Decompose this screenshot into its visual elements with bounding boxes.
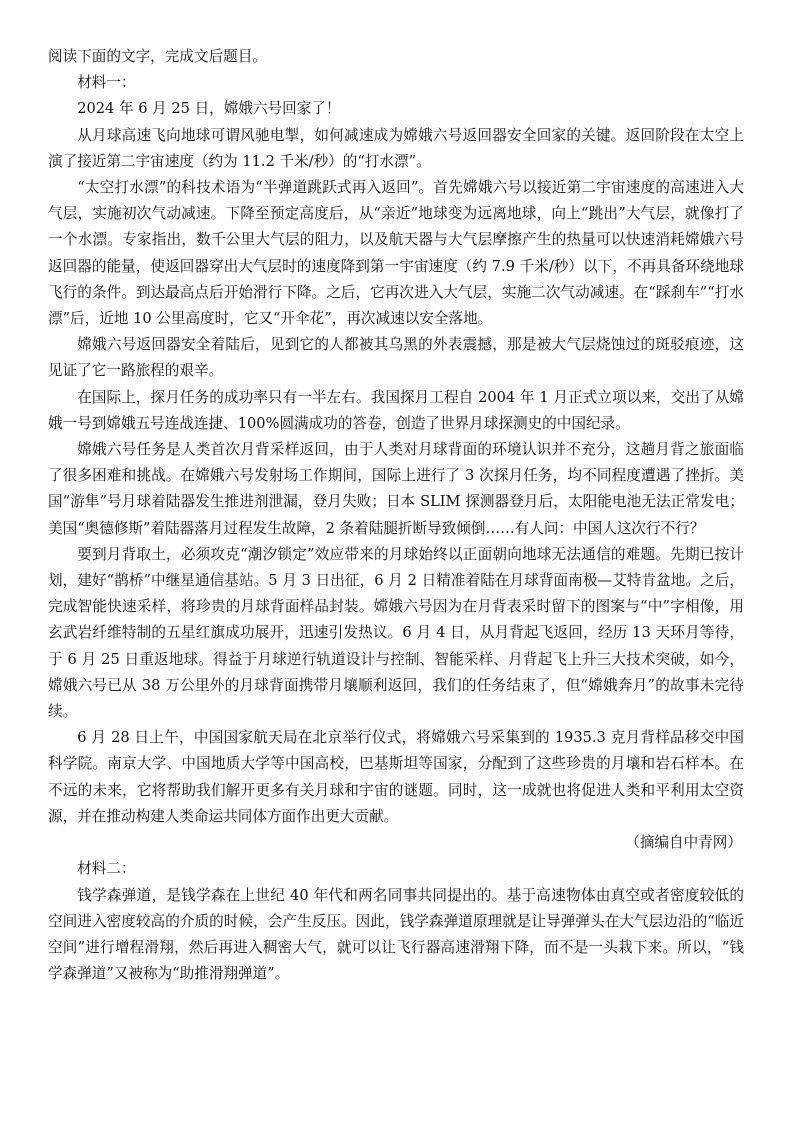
material1-paragraph-1: 2024 年 6 月 25 日，嫦娥六号回家了！	[77, 100, 341, 118]
material1-source: （摘编自中青网）	[625, 834, 742, 852]
instruction-text: 阅读下面的文字，完成文后题目。	[48, 48, 267, 65]
material1-paragraph-7: 要到月背取土，必须攻克“潮汐锁定”效应带来的月球始终以正面朝向地球无法通信的难题。先期已按计划，建好“鹊桥”中继星通信基站。5 月 3 日出征，6 月 2 日精准着陆在月球背面南极—艾特肯盆地。之后，完成智能快速采样，将珍贵的月球背面样品封装。嫦娥六号因为在月背表采时留下的图案与“中”字相像，用玄武岩纤维特制的五星红旗成功展开，迅速引发热议。6 月 4 日，从月背起飞返回，经历 13 天环月等待，于 6 月 25 日重返地球。得益于月球逆行轨道设计与控制、智能采样、月背起飞上升三大技术突破，如今，嫦娥六号已从 38 万公里外的月球背面携带月壤顺利返回，我们的任务结束了，但“嫦娥奔月”的故事未完待续。	[48, 545, 744, 721]
material1-paragraph-6: 嫦娥六号任务是人类首次月背采样返回，由于人类对月球背面的环境认识并不充分，这趟月背之旅面临了很多困难和挑战。在嫦娥六号发射场工作期间，国际上进行了 3 次探月任务，均不同程度遭遇了挫折。美国“游隼”号月球着陆器发生推进剂泄漏，登月失败；日本 SLIM 探测器登月后，太阳能电池无法正常发电；美国“奥德修斯”着陆器落月过程发生故障，2 条着陆腿折断导致倾倒……有人问：中国人这次行不行？	[48, 441, 744, 537]
material2-label: 材料二：	[77, 860, 136, 878]
material1-paragraph-4: 嫦娥六号返回器安全着陆后，见到它的人都被其乌黑的外表震撼，那是被大气层烧蚀过的斑驳痕迹，这见证了它一路旅程的艰辛。	[48, 336, 744, 380]
reading-document	[48, 44, 744, 987]
material1-paragraph-5: 在国际上，探月任务的成功率只有一半左右。我国探月工程自 2004 年 1 月正式立项以来，交出了从嫦娥一号到嫦娥五号连战连捷、100%圆满成功的答卷，创造了世界月球探测史的中国纪录。	[48, 388, 744, 432]
material1-paragraph-8: 6 月 28 日上午，中国国家航天局在北京举行仪式，将嫦娥六号采集到的 1935.3 克月背样品移交中国科学院。南京大学、中国地质大学等中国高校，巴基斯坦等国家，分配到了这些珍贵的月壤和岩石样本。在不远的未来，它将帮助我们解开更多有关月球和宇宙的谜题。同时，这一成就也将促进人类和平利用太空资源，并在推动构建人类命运共同体方面作出更大贡献。	[48, 729, 744, 825]
material1-label: 材料一：	[77, 74, 136, 92]
material1-paragraph-3: “太空打水漂”的科技术语为“半弹道跳跃式再入返回”。首先嫦娥六号以接近第二宇宙速度的高速进入大气层，实施初次气动减速。下降至预定高度后，从“亲近”地球变为远离地球，向上“跳出”大气层，就像打了一个水漂。专家指出，数千公里大气层的阻力，以及航天器与大气层摩擦产生的热量可以快速消耗嫦娥六号返回器的能量，使返回器穿出大气层时的速度降到第一宇宙速度（约 7.9 千米/秒）以下，不再具备环绕地球飞行的条件。到达最高点后开始滑行下降。之后，它再次进入大气层，实施二次气动减速。在“踩刹车”“打水漂”后，近地 10 公里高度时，它又“开伞花”，再次减速以安全落地。	[48, 179, 744, 328]
material2-paragraph-1: 钱学森弹道，是钱学森在上世纪 40 年代和两名同事共同提出的。基于高速物体由真空或者密度较低的空间进入密度较高的介质的时候，会产生反压。因此，钱学森弹道原理就是让导弹弹头在大气层边沿的“临近空间”进行增程滑翔，然后再进入稠密大气，就可以让飞行器高速滑翔下降，而不是一头栽下来。所以，“钱学森弹道”又被称为“助推滑翔弹道”。	[48, 886, 744, 983]
material1-paragraph-2: 从月球高速飞向地球可谓风驰电掣，如何减速成为嫦娥六号返回器安全回家的关键。返回阶段在太空上演了接近第二宇宙速度（约为 11.2 千米/秒）的“打水漂”。	[48, 126, 744, 170]
